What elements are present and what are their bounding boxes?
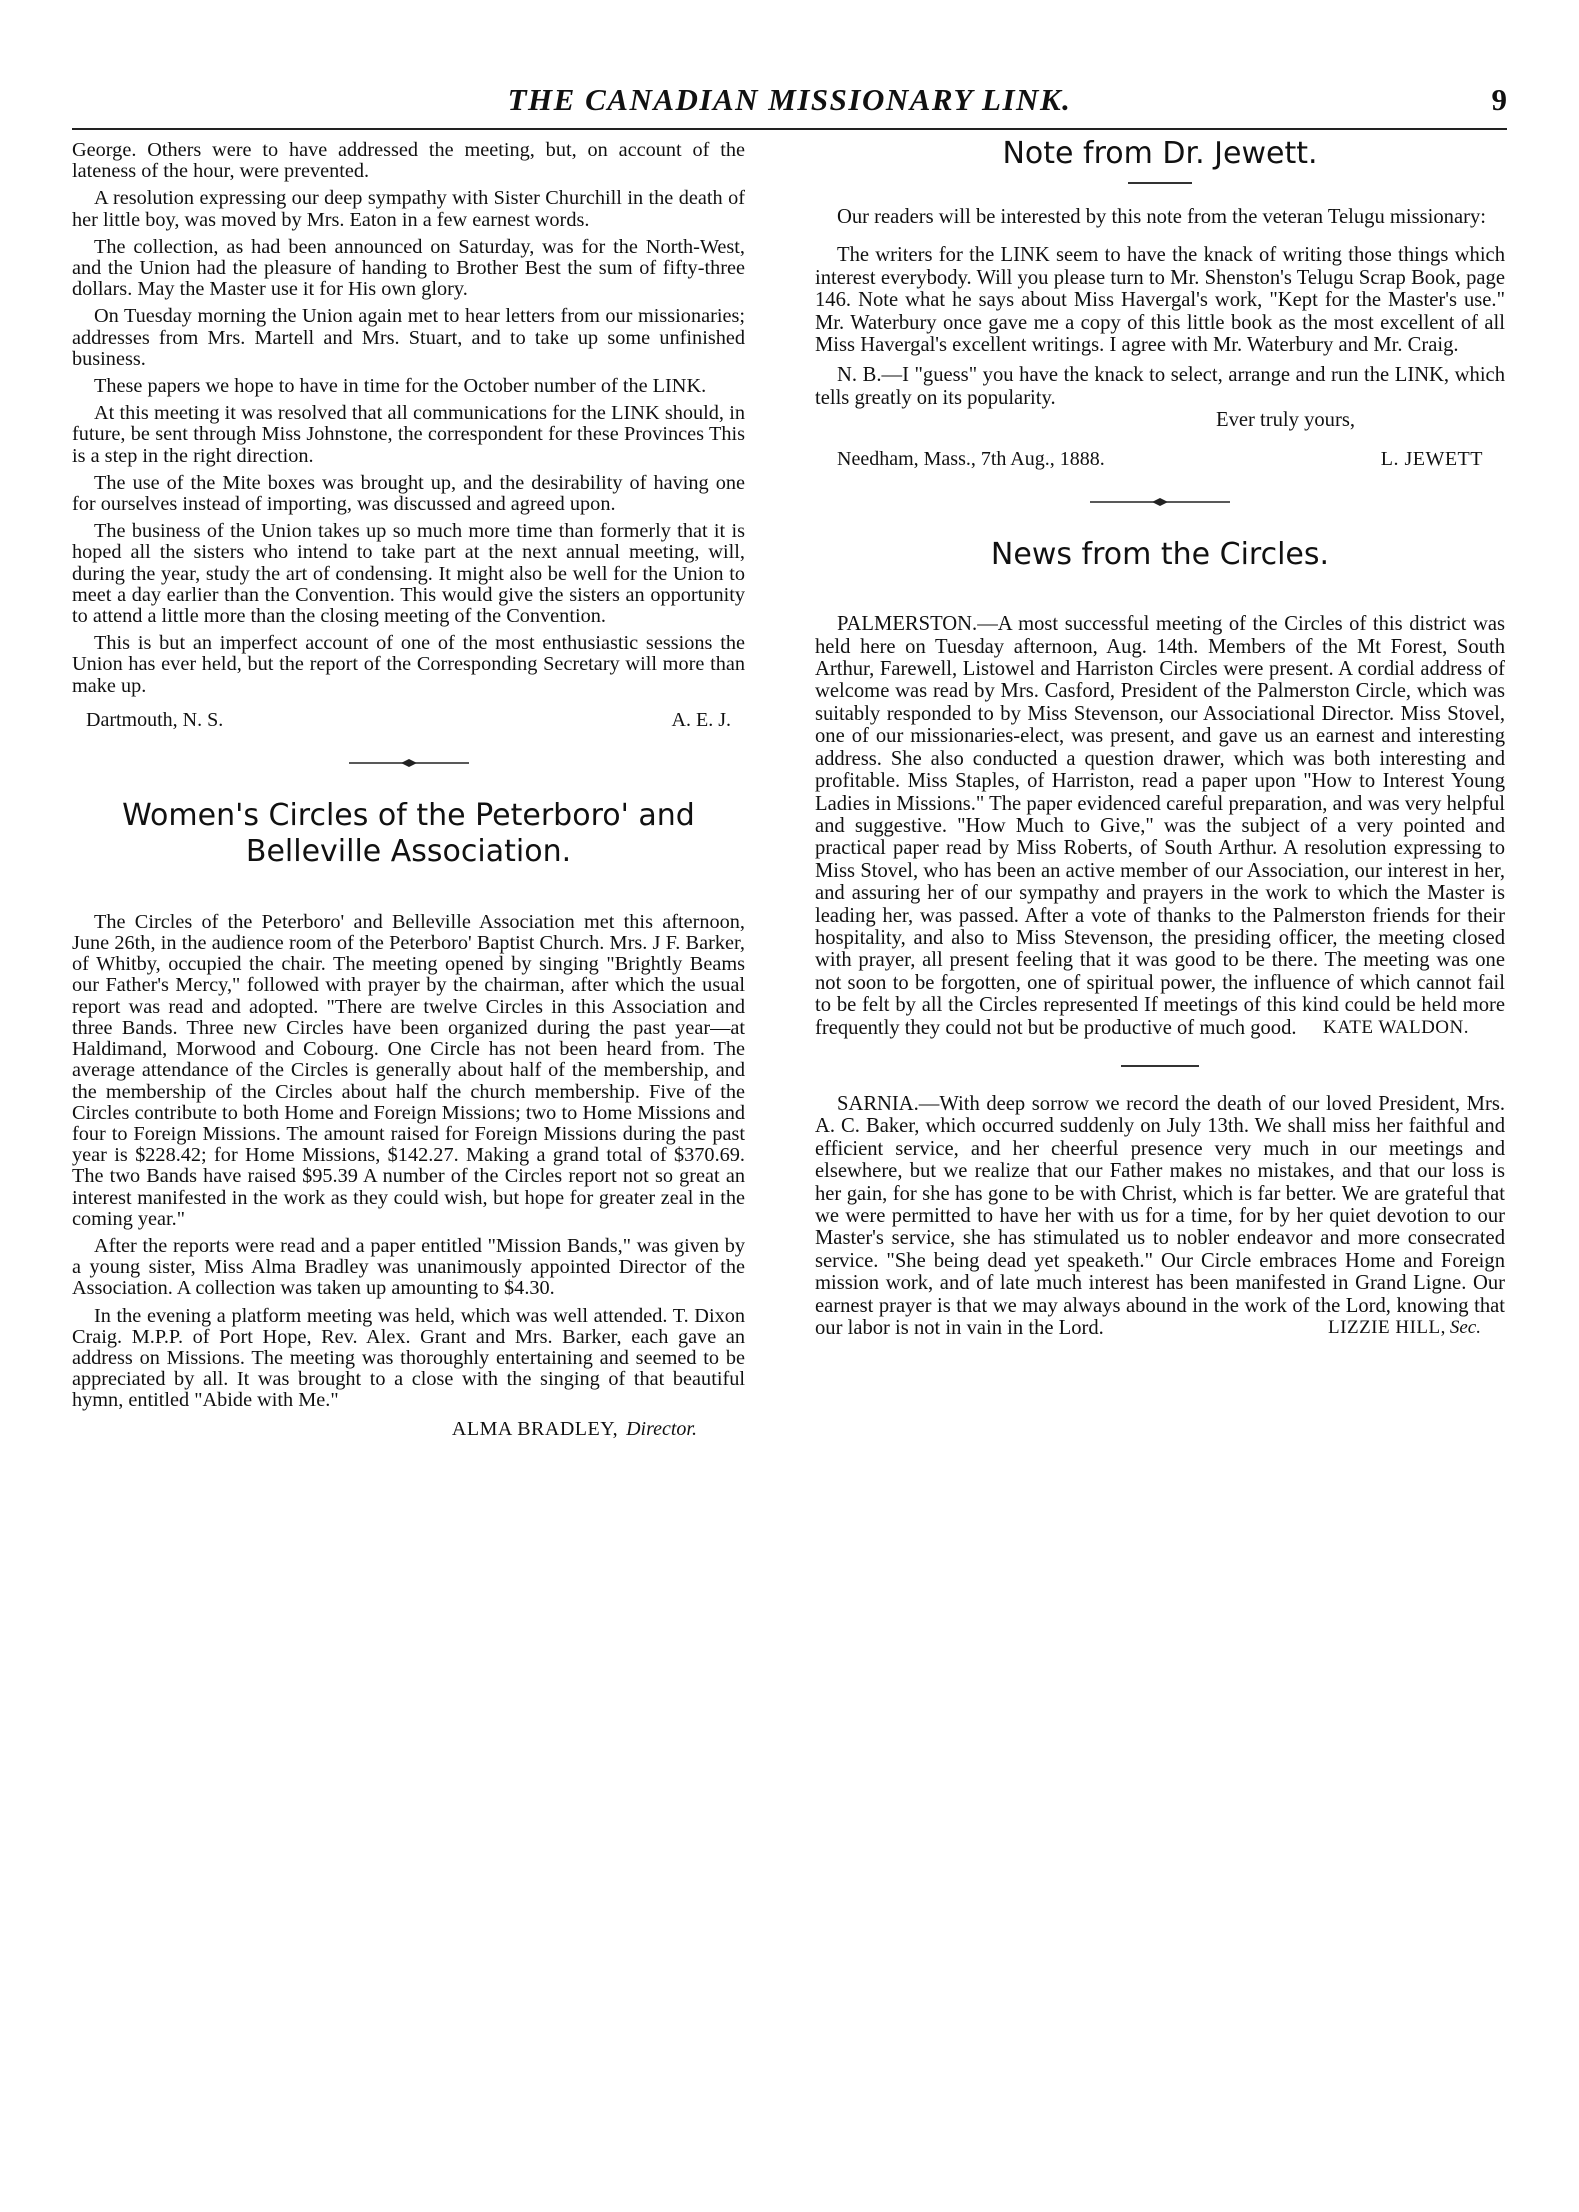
paragraph: SARNIA.—With deep sorrow we record the death of our loved President, Mrs. A. C. Baker, which occurred suddenly on July 13th. We shall miss her faithful and efficient service, and her cheerful presence very much in our meetings and elsewhere, but we realize that our Father makes no mistakes, and that our loss is her gain, for she has gone to be with Christ, which is far better. We are grateful that we were permitted to have her with us for a time, for by her quiet devotion to our Master's service, she has stimulated us to nobler endeavor and more consecrated service. "She being dead yet speaketh." Our Circle embraces Home and Foreign mission work, and of late much interest has been manifested in Grand Ligne. Our earnest prayer is that we may always abound in the work of the Lord, knowing that our labor is not in vain in the Lord. — [815, 1092, 1505, 1340]
signature-name: KATE WALDON. — [1322, 1016, 1469, 1038]
paragraph: The use of the Mite boxes was brought up, and the desirability of having one for ourselves instead of importing, was discussed and agreed upon. — [72, 471, 745, 516]
paragraph: A resolution expressing our deep sympathy with Sister Churchill in the death of her little boy, was moved by Mrs. Eaton in a few earnest words. — [72, 187, 745, 231]
signature-initials: A. E. J. — [671, 708, 731, 731]
closing-line — [815, 409, 1505, 432]
paragraph: After the reports were read and a paper entitled "Mission Bands," was given by a young sister, Miss Alma Bradley was unanimously appointed Director of the Association. A collection was taken up amounting to $4.30. — [72, 1234, 745, 1300]
paragraph: The collection, as had been announced on Saturday, was for the North-West, and the Union had the pleasure of handing to Brother Best the sum of fifty-three dollars. May the Master use it for His own glory. — [72, 235, 745, 301]
page-header — [72, 82, 1507, 130]
signature-title: Director. — [626, 1417, 697, 1440]
divider-ornament — [349, 758, 469, 768]
paragraph: PALMERSTON.—A most successful meeting of the Circles of this district was held here on Tuesday afternoon, Aug. 14th. Members of the Mt Forest, South Arthur, Farewell, Listowel and Harriston Circles were present. A cordial address of welcome was read by Mrs. Casford, President of the Palmerston Circle, which was suitably responded to by Miss Stevenson, our Associational Director. Miss Stovel, one of our missionaries-elect, was present, and gave us an earnest and interesting address. She also conducted a question drawer, which was both interesting and profitable. Miss Staples, of Harriston, read a paper upon "How to Interest Young Ladies in Missions." The paper evidenced careful preparation, and was very helpful and suggestive. "How Much to Give," was the subject of a very pointed and practical paper read by Miss Roberts, of South Arthur. A resolution expressing to Miss Stovel, who has been an active member of our Association, our interest in her, and assuring her of our sympathy and prayers in the work to which the Master is leading her, was passed. After a vote of thanks to the Palmerston friends for their hospitality, and also to Miss Stevenson, the presiding officer, the meeting closed with prayer, all present feeling that it was good to be there. The meeting was one not soon to be forgotten, one of spiritual power, the influence of which cannot fail to be felt by all the Circles represented If meetings of this kind could be held more frequently they could not but be productive of much good. — [815, 613, 1505, 1039]
signature-name: ALMA BRADLEY, — [451, 1417, 619, 1440]
left-column — [72, 140, 745, 1441]
paragraph: The business of the Union takes up so much more time than formerly that it is hoped all the sisters who intend to take part at the next annual meeting, will, during the year, study the art of condensing. It might also be well for the Union to meet a day earlier than the Convention. This would give the sisters an opportunity to attend a little more than the closing meeting of the Convention. — [72, 520, 745, 628]
section-title: Women's Circles of the Peterboro' and Belleville Association. — [122, 797, 695, 869]
dateline — [815, 448, 1505, 471]
divider-rule — [1128, 182, 1192, 184]
signature-place: Dartmouth, N. S. — [86, 708, 224, 731]
paragraph: This is but an imperfect account of one of the most enthusiastic sessions the Union has ever held, but the report of the Corresponding Secretary will more than make up. — [72, 632, 745, 697]
paragraph: These papers we hope to have in time for the October number of the LINK. — [94, 375, 707, 398]
paragraph: N. B.—I "guess" you have the knack to select, arrange and run the LINK, which tells greatly on its popularity. — [815, 364, 1505, 409]
paragraph: The Circles of the Peterboro' and Belleville Association met this afternoon, June 26th, in the audience room of the Peterboro' Baptist Church. Mrs. J F. Barker, of Whitby, occupied the chair. The meeting opened by singing "Brightly Beams our Father's Mercy," followed with prayer by the chairman, after which the usual report was read and adopted. "There are twelve Circles in this Association and three Bands. Three new Circles have been organized during the past year—at Haldimand, Morwood and Cobourg. One Circle has not been heard from. The average attendance of the Circles is generally about half of the membership, and the membership of the Circles about half the church membership. Five of the Circles contribute to both Home and Foreign Missions; two to Home Missions and four to Foreign Missions. The amount raised for Foreign Missions during the past year is $228.42; for Home Missions, $142.27. Making a grand total of $370.69. The two Bands have raised $95.39 A number of the Circles report not so great an interest manifested in the work as they could wish, but hope for greater zeal in the coming year." — [72, 910, 745, 1230]
page-number: 9 — [1491, 82, 1507, 117]
dateline-signature: L. JEWETT — [1380, 448, 1483, 471]
paragraph: George. Others were to have addressed the meeting, but, on account of the lateness of the hour, were prevented. — [72, 139, 745, 183]
signature-title: Sec. — [1449, 1317, 1481, 1339]
running-title: THE CANADIAN MISSIONARY LINK. — [507, 82, 1072, 117]
signature-line — [72, 709, 745, 732]
paragraph: At this meeting it was resolved that all communications for the LINK should, in future, be sent through Miss Johnstone, the correspondent for these Provinces This is a step in the right direction. — [72, 402, 745, 467]
right-column — [815, 136, 1505, 1340]
paragraph: On Tuesday morning the Union again met to hear letters from our missionaries; addresses from Mrs. Martell and Mrs. Stuart, and to take up some unfinished business. — [72, 305, 745, 370]
section-title: News from the Circles. — [990, 537, 1330, 573]
paragraph: Our readers will be interested by this note from the veteran Telugu missionary: — [837, 206, 1486, 228]
divider-ornament — [1090, 497, 1230, 507]
divider-rule — [1121, 1065, 1199, 1067]
closing-text: Ever truly yours, — [1216, 409, 1355, 432]
paragraph: In the evening a platform meeting was held, which was well attended. T. Dixon Craig. M.P.P. of Port Hope, Rev. Alex. Grant and Mrs. Barker, each gave an address on Missions. The meeting was thoroughly entertaining and seemed to be appreciated by all. It was brought to a close with the singing of that beautiful hymn, entitled "Abide with Me." — [72, 1304, 745, 1412]
section-title: Note from Dr. Jewett. — [1002, 136, 1318, 171]
header-rule — [72, 128, 1507, 130]
dateline-place: Needham, Mass., 7th Aug., 1888. — [837, 448, 1105, 471]
paragraph: The writers for the LINK seem to have the knack of writing those things which interest everybody. Will you please turn to Mr. Shenston's Telugu Scrap Book, page 146. Note what he says about Miss Havergal's work, "Kept for the Master's use." Mr. Waterbury once gave me a copy of this little book as the most excellent of all Miss Havergal's excellent writings. I agree with Mr. Waterbury and Mr. Craig. — [815, 244, 1505, 357]
signature-line — [72, 1418, 745, 1441]
signature-name: LIZZIE HILL, — [1328, 1317, 1446, 1339]
